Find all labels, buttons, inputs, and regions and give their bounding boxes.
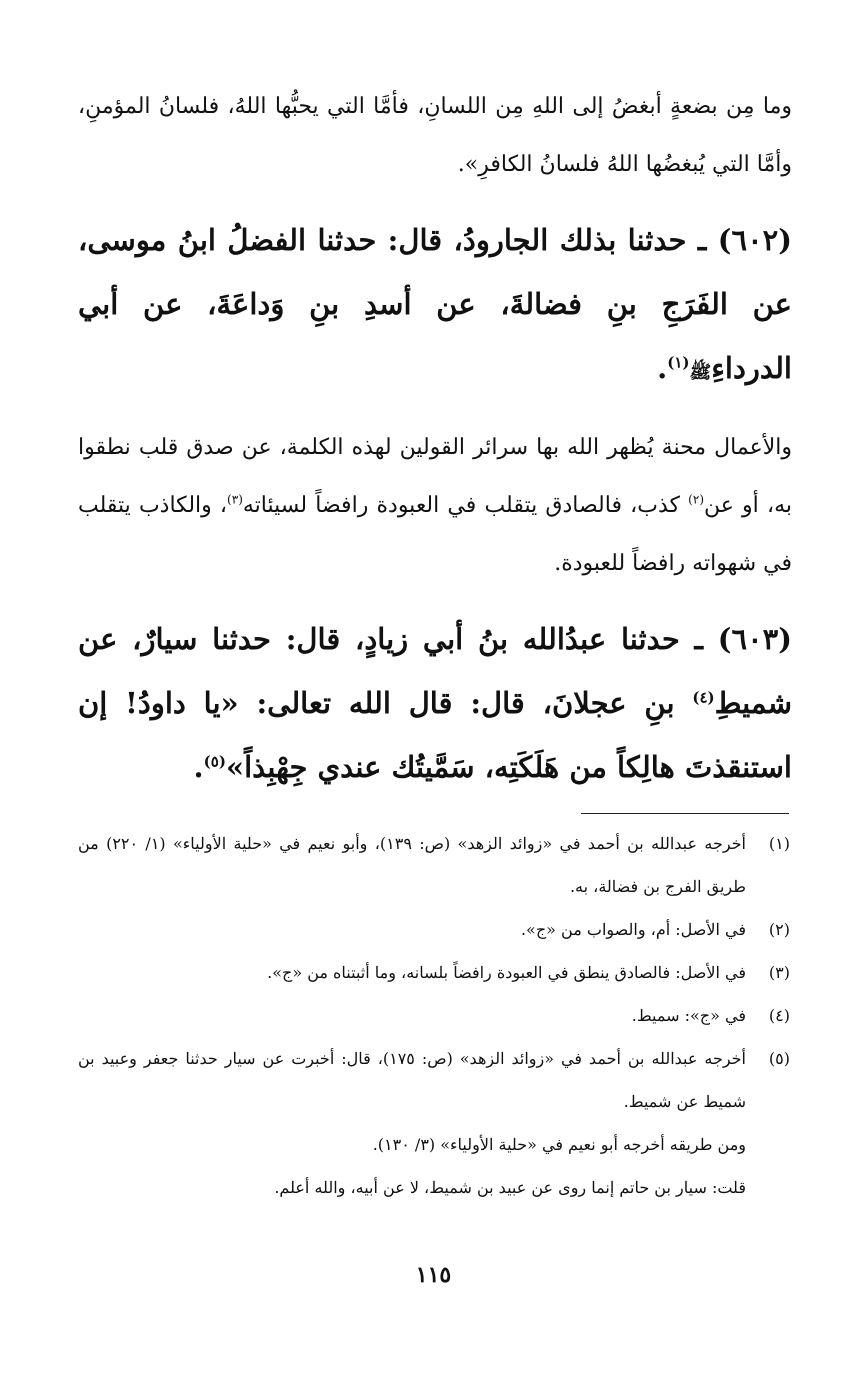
paragraph-text: ، والكاذب يتقلب في شهواته رافضاً للعبودة. [78, 493, 792, 576]
footnote-number: (٤) [768, 1006, 790, 1025]
footnote-line: أخرجه عبدالله بن أحمد في «زوائد الزهد» (ص: ١٣٩)، وأبو نعيم في «حلية الأولياء» (١/ ٢٢٠) من طريق الفرج بن فضالة، به. [78, 834, 746, 896]
footnote-number: (٢) [768, 920, 790, 939]
footnote-line: في «ج»: سميط. [631, 1006, 746, 1025]
footnote-text [78, 994, 746, 1037]
footnote-ref[interactable]: (٣) [227, 492, 243, 507]
paragraph-continuation [78, 78, 792, 194]
hadith-end: . [193, 750, 204, 784]
paragraph-text: كذب، فالصادق يتقلب في العبودة رافضاً لسيئاته [242, 493, 689, 518]
page-number: ١١٥ [415, 1262, 452, 1288]
footnote-ref[interactable]: (١) [667, 353, 690, 372]
footnote-line: ومن طريقه أخرجه أبو نعيم في «حلية الأولياء» (٣/ ١٣٠). [372, 1135, 746, 1154]
footnote-number: (١) [768, 834, 790, 853]
hadith-text: (٦٠٢) ـ حدثنا بذلك الجارودُ، قال: حدثنا الفضلُ ابنُ موسى، عن الفَرَجِ بنِ فضالةَ، عن أسدِ بنِ وَداعَةَ، عن أبي الدرداءِ [78, 223, 792, 385]
hadith-602 [78, 208, 792, 405]
footnotes [78, 822, 790, 1209]
footnote-number: (٣) [768, 963, 790, 982]
footnote-text [78, 908, 746, 951]
honorific-glyph: ﷺ [689, 362, 712, 383]
footnote-1 [78, 822, 790, 908]
hadith-text: بنِ عجلانَ، قال: قال الله تعالى: «يا داودُ! إن استنقذتَ هالِكاً من هَلَكَتِه، سَمَّيتُك عندي جِهْبِذاً» [78, 686, 792, 784]
footnote-number: (٥) [768, 1049, 790, 1068]
footnote-4 [78, 994, 790, 1037]
footnote-line: قلت: سيار بن حاتم إنما روى عن عبيد بن شميط، لا عن أبيه، والله أعلم. [274, 1178, 746, 1197]
footnote-line: في الأصل: أم، والصواب من «ج». [520, 920, 746, 939]
hadith-text: (٦٠٣) ـ حدثنا عبدُالله بنُ أبي زيادٍ، قال: حدثنا سيارٌ، عن شميطِ [78, 622, 792, 720]
footnote-2 [78, 908, 790, 951]
main-text [78, 78, 792, 799]
hadith-603 [78, 607, 792, 799]
paragraph-text: وما مِن بضعةٍ أبغضُ إلى اللهِ مِن اللسانِ، فأمَّا التي يحبُّها اللهُ، فلسانُ المؤمنِ، وأمَّا التي يُبغضُها اللهُ فلسانُ الكافرِ». [78, 94, 792, 177]
footnote-line: أخرجه عبدالله بن أحمد في «زوائد الزهد» (ص: ١٧٥)، قال: أخبرت عن سيار حدثنا جعفر وعبيد بن شميط عن شميط. [78, 1049, 746, 1111]
footnote-text [78, 951, 746, 994]
footnote-ref[interactable]: (٢) [688, 492, 704, 507]
footnote-text [78, 1037, 746, 1209]
footnote-ref[interactable]: (٥) [203, 752, 226, 771]
commentary-paragraph [78, 419, 792, 593]
paragraph-text: والأعمال محنة يُظهر الله بها سرائر القولين لهذه الكلمة، عن صدق قلب نطقوا به، أو عن [78, 435, 792, 518]
footnote-text [78, 822, 746, 908]
footnote-separator [581, 813, 789, 814]
footnote-3 [78, 951, 790, 994]
hadith-end: . [657, 351, 668, 385]
footnote-line: في الأصل: فالصادق ينطق في العبودة رافضاً بلسانه، وما أثبتناه من «ج». [267, 963, 746, 982]
footnote-ref[interactable]: (٤) [692, 688, 715, 707]
footnote-5 [78, 1037, 790, 1209]
